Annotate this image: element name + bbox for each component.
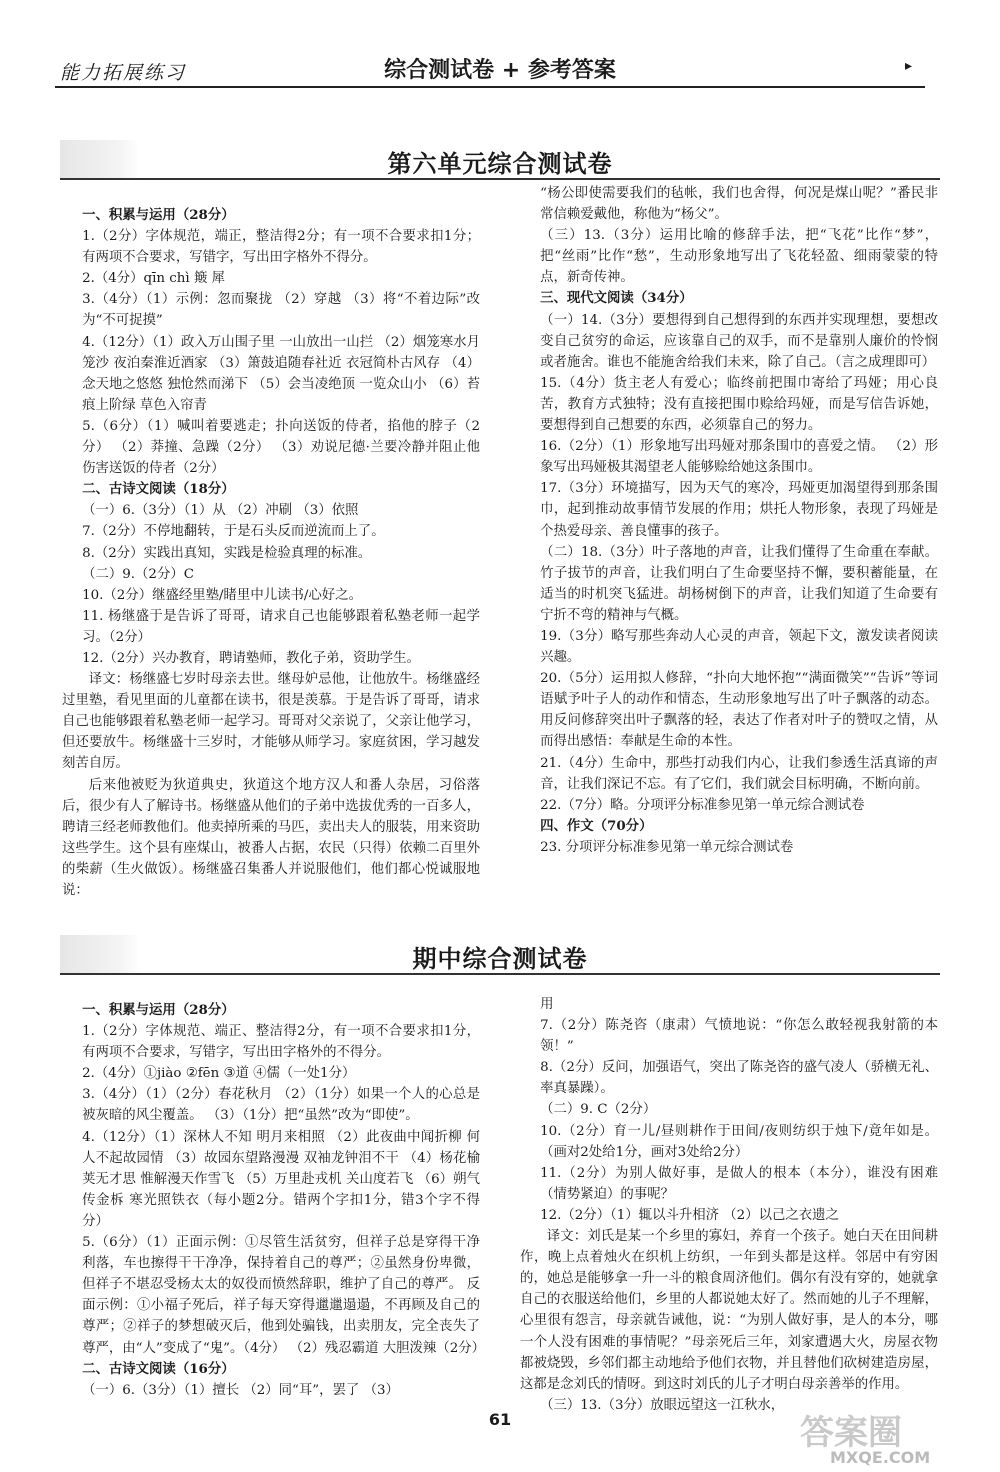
- answer-item: “杨公即使需要我们的毡帐，我们也舍得，何况是煤山呢？”番民非常信赖爱戴他，称他为“杨父”。: [540, 186, 938, 223]
- answer-item: （一）6.（3分）（1）擅长 （2）同“耳”，罢了 （3）: [82, 1382, 399, 1398]
- answer-item: 1.（2分）字体规范，端正，整洁得2分；有一项不合要求扣1分；有两项不合要求，写错字，写出田字格外不得分。: [82, 229, 480, 266]
- answer-item: （二）9.（2分）C: [82, 566, 194, 582]
- answer-item: 5.（6分）（1）正面示例：①尽管生活贫穷，但祥子总是穿得干净利落，车也擦得干干净净，保持着自己的尊严；②虽然身份卑微，但祥子不堪忍受杨太太的奴役而愤然辞职，维护了自己的尊严。 反面示例：①小福子死后，祥子每天穿得邋邋遢遢，不再顾及自己的尊严；②祥子的梦想破灭后，他到处骗钱，出卖朋友，完全丧失了尊严，由“人”变成了“鬼”。（4分） （2）残忍霸道 大胆泼辣（2分）: [82, 1235, 486, 1356]
- midterm-right-column: [520, 994, 938, 1416]
- answer-item: 19.（3分）略写那些奔动人心灵的声音，领起下文，激发读者阅读兴趣。: [540, 628, 938, 666]
- header-series-title: 能力拓展练习: [60, 62, 187, 84]
- section-heading: 二、古诗文阅读（18分）: [82, 481, 235, 498]
- answer-item: 8.（2分）实践出真知，实践是检验真理的标准。: [82, 545, 372, 561]
- answer-item: 11. 杨继盛于是告诉了哥哥，请求自己也能够跟着私塾老师一起学习。（2分）: [82, 608, 480, 645]
- unit6-right-column: [520, 183, 938, 858]
- watermark-url: MXQE.COM: [830, 1448, 931, 1467]
- answer-item: 16.（2分）（1）形象地写出玛娅对那条围巾的喜爱之情。 （2）形象写出玛娅极其渴望老人能够赊给她这条围巾。: [540, 439, 938, 476]
- banner-rule: [60, 973, 940, 975]
- section-banner-unit6: [60, 140, 940, 180]
- section-heading: 三、现代文阅读（34分）: [540, 290, 693, 307]
- page-header: [0, 0, 1000, 84]
- answer-item: （一）14.（3分）要想得到自己想得到的东西并实现理想，要想改变自己贫穷的命运，应该靠自己的双手，而不是靠别人廉价的怜悯或者施舍。谁也不能施舍给我们未来，除了自己。（言之成理即可）: [540, 312, 938, 370]
- section-banner-midterm: [60, 935, 940, 975]
- answer-item: （二）18.（3分）叶子落地的声音，让我们懂得了生命重在奉献。竹子拔节的声音，让我们明白了生命要坚持不懈，要积蓄能量，在适当的时机突飞猛进。胡杨树倒下的声音，让我们知道了生命要有宁折不弯的精神与气概。: [540, 544, 938, 623]
- header-arrow-icon: ▸: [905, 58, 913, 74]
- answer-item: 5.（6分）（1）喊叫着要逃走；扑向送饭的侍者，掐他的脖子（2分） （2）莽撞、急躁（2分） （3）劝说尼德·兰要冷静并阻止他伤害送饭的侍者（2分）: [82, 418, 480, 477]
- section-heading: 一、积累与运用（28分）: [82, 1002, 235, 1018]
- answer-item: 10.（2分）育一儿/昼则耕作于田间/夜则纺织于烛下/竟年如是。（画对2处给1分，画对3处给2分）: [540, 1123, 938, 1160]
- section-heading: 四、作文（70分）: [540, 817, 653, 834]
- midterm-left-column: [62, 1000, 486, 1401]
- answer-item: 3.（4分）（1）（2分）春花秋月 （2）（1分）如果一个人的心总是被灰暗的风尘覆盖。 （3）（1分）把“虽然”改为“即使”。: [82, 1087, 480, 1124]
- translation-paragraph: 译文：杨继盛七岁时母亲去世。继母妒忌他，让他放牛。杨继盛经过里塾，看见里面的儿童都在读书，很是羡慕。于是告诉了哥哥，请求自己也能够跟着私塾老师一起学习。哥哥对父亲说了，父亲让他学习，但还要放牛。杨继盛十三岁时，才能够从师学习。家庭贫困，学习越发刻苦自厉。: [62, 672, 480, 772]
- answer-item: 12.（2分）兴办教育，聘请塾师，教化子弟，资助学生。: [82, 650, 420, 666]
- page-number: 61: [488, 1410, 512, 1429]
- answer-item: 7.（2分）陈尧咨（康肃）气愤地说：“你怎么敢轻视我射箭的本领！”: [540, 1018, 938, 1055]
- answer-item: （三）13.（3分）运用比喻的修辞手法，把“飞花”比作“梦”，把“丝雨”比作“愁”，生动形象地写出了飞花轻盈、细雨蒙蒙的特点，新奇传神。: [540, 228, 938, 286]
- answer-item: 10.（2分）继盛经里塾/睹里中儿读书/心好之。: [82, 587, 362, 603]
- section-title-midterm: 期中综合测试卷: [412, 945, 588, 973]
- answer-item: （三）13.（3分）放眼远望这一江秋水，: [540, 1397, 785, 1413]
- answer-item: 12.（2分）（1）辄以斗升相济 （2）以己之衣遗之: [540, 1207, 839, 1223]
- answer-item: 21.（4分）生命中，那些打动我们内心，让我们参透生活真谛的声音，让我们深记不忘。有了它们，我们就会目标明确，不断向前。: [540, 755, 938, 792]
- section-heading: 一、积累与运用（28分）: [82, 207, 235, 223]
- section-heading: 二、古诗文阅读（16分）: [82, 1360, 235, 1377]
- header-title: 综合测试卷 + 参考答案: [384, 58, 616, 83]
- unit6-left-column: [62, 205, 480, 901]
- answer-item: 4.（12分）（1）政入万山围子里 一山放出一山拦 （2）烟笼寒水月笼沙 夜泊秦淮近酒家 （3）箫鼓追随春社近 衣冠简朴古风存 （4）念天地之悠悠 独怆然而涕下 （5）会当凌绝顶 一览众山小 （6）苔痕上阶绿 草色入帘青: [82, 334, 480, 413]
- section-title-unit6: 第六单元综合测试卷: [387, 150, 613, 178]
- answer-item: （二）9. C（2分）: [540, 1102, 657, 1118]
- translation-paragraph: 后来他被贬为狄道典史，狄道这个地方汉人和番人杂居，习俗落后，很少有人了解诗书。杨继盛从他们的子弟中选拔优秀的一百多人，聘请三经老师教他们。他卖掉所乘的马匹，卖出夫人的服装，用来资助这些学生。这个县有座煤山，被番人占据，农民（只得）依赖二百里外的柴薪（生火做饭）。杨继盛召集番人并说服他们，他们都心悦诚服地说：: [62, 777, 480, 898]
- banner-rule: [60, 178, 940, 180]
- answer-item: 11.（2分）为别人做好事，是做人的根本（本分），谁没有困难（情势紧迫）的事呢？: [540, 1165, 938, 1202]
- header-rule: [55, 86, 925, 88]
- answer-item: 用: [540, 997, 554, 1012]
- answer-item: 3.（4分）（1）示例：忽而聚拢 （2）穿越 （3）将“不着边际”改为“不可捉摸”: [82, 292, 480, 329]
- answer-item: 23. 分项评分标准参见第一单元综合测试卷: [540, 839, 794, 855]
- answer-item: 4.（12分）（1）深林人不知 明月来相照 （2）此夜曲中闻折柳 何人不起故园情 （3）故园东望路漫漫 双袖龙钟泪不干 （4）杨花榆荚无才思 惟解漫天作雪飞 （5）万里赴戎机 关山度若飞 （6）朔气传金柝 寒光照铁衣（每小题2分。错两个字扣1分，错3个字不得分）: [82, 1129, 480, 1229]
- answer-item: 22.（7分）略。分项评分标准参见第一单元综合测试卷: [540, 797, 865, 813]
- answer-item: 2.（4分）qīn chì 簸 犀: [82, 271, 225, 287]
- answer-item: 8.（2分）反问，加强语气，突出了陈尧咨的盛气凌人（骄横无礼、率真暴躁）。: [540, 1060, 938, 1097]
- watermark-logo: 答案圈: [800, 1413, 902, 1453]
- answer-item: 7.（2分）不停地翻转，于是石头反而逆流而上了。: [82, 524, 385, 540]
- answer-item: 20.（5分）运用拟人修辞，“扑向大地怀抱”“满面微笑”“告诉”等词语赋予叶子人的动作和情态，生动形象地写出了叶子飘落的动态。用反问修辞突出叶子飘落的轻，表达了作者对叶子的赞叹之情，从而得出感悟：奉献是生命的本性。: [540, 671, 938, 750]
- answer-item: 17.（3分）环境描写，因为天气的寒冷，玛娅更加渴望得到那条围巾，起到推动故事情节发展的作用；烘托人物形象，表现了玛娅是个热爱母亲、善良懂事的孩子。: [540, 481, 938, 539]
- answer-item: （一）6.（3分）（1）从 （2）冲刷 （3）依照: [82, 503, 359, 519]
- answer-item: 1.（2分）字体规范、端正、整洁得2分，有一项不合要求扣1分，有两项不合要求，写错字，写出田字格外的不得分。: [82, 1024, 480, 1061]
- answer-item: 15.（4分）货主老人有爱心；临终前把围巾寄给了玛娅；用心良苦，教育方式独特；没有直接把围巾赊给玛娅，而是写信告诉她，要想得到自己想要的东西，必须靠自己的努力。: [540, 375, 938, 434]
- translation-paragraph: 译文：刘氏是某一个乡里的寡妇，养育一个孩子。她白天在田间耕作，晚上点着烛火在织机上纺织，一年到头都是这样。邻居中有穷困的，她总是能够拿一升一斗的粮食周济他们。偶尔有没有穿的，她就拿自己的衣服送给他们，乡里的人都说她太好了。然而她的儿子不理解，心里很有怨言，母亲就告诫他，说：“为别人做好事，是人的本分，哪一个人没有困难的事情呢？”母亲死后三年，刘家遭遇大火，房屋衣物都被烧毁，乡邻们都主动地给予他们衣物，并且替他们砍树建造房屋，这都是念刘氏的情呀。到这时刘氏的儿子才明白母亲善举的作用。: [520, 1229, 938, 1392]
- answer-item: 2.（4分）①jiào ②fēn ③道 ④儒（一处1分）: [82, 1066, 356, 1082]
